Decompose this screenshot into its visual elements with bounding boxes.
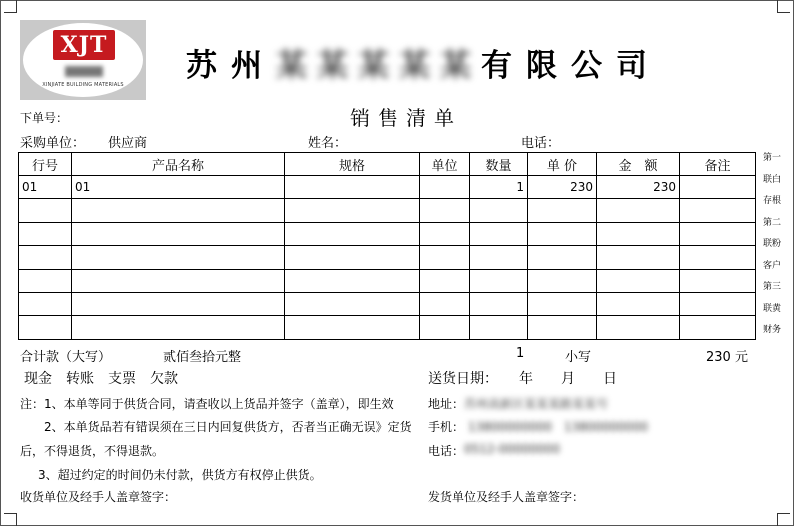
col-header-unit-price: 单 价	[528, 153, 597, 176]
side-label: 联黄	[762, 303, 781, 314]
cell-unit	[420, 222, 470, 245]
col-header-amount: 金 额	[597, 153, 680, 176]
contact-name-label: 姓名：	[308, 136, 348, 151]
cell-spec	[285, 199, 420, 222]
note-line-1: 注：1、本单等同于供货合同，请查收以上货品并签字（盖章），即生效	[20, 397, 394, 411]
total-amount-words: 贰佰叁拾元整	[163, 350, 242, 365]
col-header-quantity: 数量	[470, 153, 528, 176]
col-header-remarks: 备注	[680, 153, 756, 176]
items-table	[18, 152, 756, 340]
mobile-label: 手机：	[428, 420, 465, 434]
table-row	[19, 269, 756, 292]
cell-amount	[597, 246, 680, 269]
table-header-row	[19, 153, 756, 176]
payment-methods: 现金 转账 支票 欠款	[24, 371, 178, 387]
side-label: 第二	[762, 217, 781, 228]
cell-quantity	[470, 246, 528, 269]
cell-product	[72, 316, 285, 339]
logo-blurred-name	[65, 66, 103, 77]
crop-mark-top-right	[777, 0, 790, 13]
cell-amount: 230	[597, 176, 680, 199]
crop-mark-top-left	[4, 0, 17, 13]
table-row	[19, 292, 756, 315]
side-label: 财务	[762, 325, 781, 335]
total-label: 合计款（大写）	[20, 350, 112, 365]
side-label: 第三	[762, 282, 781, 292]
cell-unit-price	[528, 199, 597, 222]
total-quantity: 1	[516, 346, 525, 361]
cell-line-no	[19, 269, 72, 292]
cell-spec	[285, 222, 420, 245]
buyer-value: 供应商	[108, 136, 148, 151]
contact-phone-value: 0512-00000000	[464, 442, 560, 456]
cell-unit-price: 230	[528, 176, 597, 199]
copy-distribution-labels	[761, 148, 783, 342]
cell-unit	[420, 246, 470, 269]
note-line-4: 3、超过约定的时间仍未付款，供货方有权停止供货。	[38, 468, 322, 482]
cell-unit	[420, 176, 470, 199]
cell-line-no	[19, 316, 72, 339]
cell-product	[72, 222, 285, 245]
side-label: 联粉	[762, 239, 781, 249]
cell-spec	[285, 176, 420, 199]
cell-line-no	[19, 292, 72, 315]
cell-line-no	[19, 246, 72, 269]
document-title: 销售清单	[350, 106, 462, 130]
cell-quantity	[470, 199, 528, 222]
company-suffix: 有限公司	[481, 48, 661, 84]
cell-unit	[420, 316, 470, 339]
cell-remarks	[680, 269, 756, 292]
cell-remarks	[680, 199, 756, 222]
contact-phone-label: 电话：	[428, 444, 465, 458]
buyer-label: 采购单位：	[20, 136, 86, 151]
col-header-product: 产品名称	[72, 153, 285, 176]
total-amount-figures: 230 元	[706, 350, 748, 365]
buyer-phone-label: 电话：	[521, 136, 561, 151]
cell-quantity	[470, 222, 528, 245]
receiver-signature-label: 收货单位及经手人盖章签字：	[20, 490, 177, 504]
table-row	[19, 222, 756, 245]
crop-mark-bottom-left	[4, 513, 17, 526]
logo-mark: XJT	[53, 30, 115, 60]
cell-amount	[597, 292, 680, 315]
order-number-label: 下单号：	[20, 111, 69, 125]
col-header-spec: 规格	[285, 153, 420, 176]
cell-quantity	[470, 292, 528, 315]
cell-unit	[420, 292, 470, 315]
table-row	[19, 316, 756, 339]
cell-amount	[597, 269, 680, 292]
company-prefix: 苏州	[186, 48, 276, 84]
crop-mark-bottom-right	[777, 513, 790, 526]
cell-spec	[285, 316, 420, 339]
cell-line-no	[19, 222, 72, 245]
col-header-line-no: 行号	[19, 153, 72, 176]
cell-spec	[285, 269, 420, 292]
cell-line-no	[19, 199, 72, 222]
company-name-redacted: 某某某某某	[276, 48, 481, 84]
cell-amount	[597, 316, 680, 339]
cell-quantity: 1	[470, 176, 528, 199]
mobile-value: 13800000000 13800000000	[468, 420, 648, 434]
cell-unit-price	[528, 222, 597, 245]
delivery-date: 送货日期： 年 月 日	[428, 371, 617, 387]
address-value: 苏州高新区某某某路某某号	[464, 397, 609, 411]
company-logo	[20, 20, 146, 100]
side-label: 客户	[762, 260, 781, 271]
table-row	[19, 199, 756, 222]
cell-amount	[597, 199, 680, 222]
cell-product	[72, 269, 285, 292]
side-label: 第一	[762, 153, 781, 163]
small-amount-label: 小写	[565, 350, 592, 365]
note-line-3: 后，不得退货，不得退款。	[20, 444, 165, 458]
col-header-unit: 单位	[420, 153, 470, 176]
table-row	[19, 176, 756, 199]
table-row	[19, 246, 756, 269]
cell-remarks	[680, 176, 756, 199]
cell-product: 01	[72, 176, 285, 199]
cell-spec	[285, 246, 420, 269]
cell-quantity	[470, 269, 528, 292]
cell-unit	[420, 269, 470, 292]
cell-remarks	[680, 246, 756, 269]
cell-unit-price	[528, 269, 597, 292]
note-line-2: 2、本单货品若有错误须在三日内回复供货方，否者当正确无误》定货	[44, 420, 412, 434]
cell-product	[72, 246, 285, 269]
cell-unit	[420, 199, 470, 222]
cell-spec	[285, 292, 420, 315]
company-name	[186, 40, 661, 85]
cell-remarks	[680, 292, 756, 315]
cell-product	[72, 292, 285, 315]
cell-unit-price	[528, 246, 597, 269]
side-label: 联白	[762, 174, 781, 185]
side-label: 存根	[762, 196, 781, 206]
cell-remarks	[680, 316, 756, 339]
cell-quantity	[470, 316, 528, 339]
cell-amount	[597, 222, 680, 245]
address-label: 地址：	[428, 397, 465, 411]
cell-unit-price	[528, 316, 597, 339]
cell-remarks	[680, 222, 756, 245]
logo-subtitle: XINJIATE BUILDING MATERIALS	[42, 82, 124, 88]
cell-line-no: 01	[19, 176, 72, 199]
sender-signature-label: 发货单位及经手人盖章签字：	[428, 490, 585, 504]
cell-unit-price	[528, 292, 597, 315]
cell-product	[72, 199, 285, 222]
